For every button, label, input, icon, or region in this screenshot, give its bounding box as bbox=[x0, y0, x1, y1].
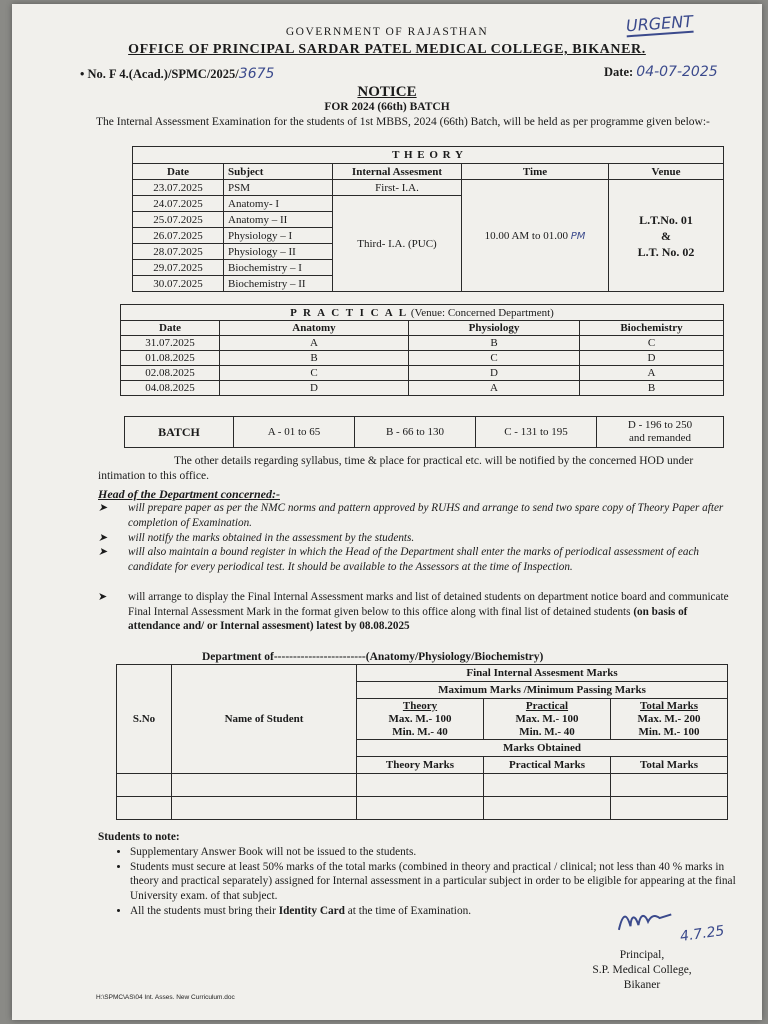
col-internal-assessment: Internal Assesment bbox=[333, 164, 462, 180]
venue-1: L.T.No. 01 bbox=[639, 212, 693, 227]
physiology-batch: A bbox=[409, 381, 580, 396]
hod-point-text: will notify the marks obtained in the assessment by the students. bbox=[128, 532, 415, 544]
table-row bbox=[121, 351, 724, 366]
col-student-name: Name of Student bbox=[172, 665, 357, 774]
table-row bbox=[117, 797, 728, 820]
hod-point-text bbox=[98, 590, 738, 634]
file-path-footer: H:\SPMC\AS\04 Int. Asses. New Curriculum.doc bbox=[96, 994, 235, 1001]
notice-date bbox=[604, 64, 718, 80]
arrow-bullet-icon: ➤ bbox=[98, 546, 108, 558]
theory-date: 30.07.2025 bbox=[133, 276, 224, 292]
marks-obtained-heading: Marks Obtained bbox=[357, 740, 728, 757]
anatomy-batch: D bbox=[220, 381, 409, 396]
total-min: Min. M.- 100 bbox=[638, 725, 700, 738]
batch-d-remanded: and remanded bbox=[629, 432, 691, 444]
hod-point-4-deadline: (on basis of attendance and/ or Internal assesment) latest by 08.08.2025 bbox=[128, 605, 688, 632]
identity-card-text: Identity Card bbox=[278, 904, 345, 917]
batch-a: A - 01 to 65 bbox=[234, 417, 355, 448]
theory-subject: PSM bbox=[224, 180, 333, 196]
table-row bbox=[117, 774, 728, 797]
principal-college: S.P. Medical College, bbox=[592, 964, 692, 976]
marks-format-table bbox=[116, 664, 728, 820]
theory-min: Min. M.- 40 bbox=[392, 725, 448, 738]
hod-point-1 bbox=[98, 501, 738, 530]
venue-and: & bbox=[661, 228, 671, 243]
arrow-bullet-icon: ➤ bbox=[98, 502, 108, 514]
theory-date: 24.07.2025 bbox=[133, 196, 224, 212]
col-date: Date bbox=[133, 164, 224, 180]
government-heading: GOVERNMENT OF RAJASTHAN bbox=[285, 26, 489, 38]
batch-d bbox=[597, 417, 724, 448]
principal-city: Bikaner bbox=[623, 979, 661, 991]
col-date: Date bbox=[121, 321, 220, 336]
ref-no-handwritten: 3675 bbox=[238, 66, 275, 82]
practical-heading: P R A C T I C A L bbox=[290, 306, 409, 319]
col-practical-marks: Practical Marks bbox=[484, 757, 611, 774]
theory-subject: Biochemistry – II bbox=[224, 276, 333, 292]
theory-table bbox=[132, 146, 724, 292]
final-marks-heading: Final Internal Assesment Marks bbox=[357, 665, 728, 682]
physiology-batch: D bbox=[409, 366, 580, 381]
hod-point-text: will prepare paper as per the NMC norms and pattern approved by RUHS and arrange to send two spare copy of Theory Paper after completion of Examination. bbox=[128, 502, 724, 529]
reference-number: • No. F 4.(Acad.)/SPMC/2025/3675 bbox=[80, 66, 275, 82]
batch-title: FOR 2024 (66th) BATCH bbox=[324, 101, 450, 113]
ref-no-label: No. F 4.(Acad.)/SPMC/2025/ bbox=[87, 67, 239, 81]
practical-max: Max. M.- 100 bbox=[515, 712, 579, 725]
practical-venue-note: (Venue: Concerned Department) bbox=[410, 306, 554, 319]
hod-point-4-text: will arrange to display the Final Internal Assessment marks and list of detained students on department notice board and communicate Final Internal Assessment Mark in the format given below to this office along with final list of detained students bbox=[128, 591, 729, 618]
notice-page bbox=[12, 4, 762, 1020]
batch-c: C - 131 to 195 bbox=[476, 417, 597, 448]
date-label: Date: bbox=[604, 65, 634, 79]
arrow-bullet-icon: ➤ bbox=[98, 591, 108, 603]
total-label: Total Marks bbox=[640, 699, 698, 712]
other-details-paragraph bbox=[98, 454, 738, 484]
biochemistry-batch: D bbox=[580, 351, 724, 366]
theory-subject: Physiology – I bbox=[224, 228, 333, 244]
hod-point-text: will also maintain a bound register in which the Head of the Department shall enter the marks of periodical assessment of each candidate for every periodical test. It should be available to the Assessors at the time of Inspection. bbox=[128, 546, 700, 573]
theory-subject: Anatomy – II bbox=[224, 212, 333, 228]
theory-subject: Biochemistry – I bbox=[224, 260, 333, 276]
batch-label: BATCH bbox=[125, 417, 234, 448]
physiology-batch: C bbox=[409, 351, 580, 366]
time-text: 10.00 AM to 01.00 bbox=[484, 229, 568, 242]
theory-date: 28.07.2025 bbox=[133, 244, 224, 260]
theory-date: 29.07.2025 bbox=[133, 260, 224, 276]
physiology-batch: B bbox=[409, 336, 580, 351]
practical-table bbox=[120, 304, 724, 396]
table-row bbox=[121, 366, 724, 381]
total-limits bbox=[611, 699, 728, 740]
batch-b: B - 66 to 130 bbox=[355, 417, 476, 448]
note-text: All the students must bring their bbox=[130, 904, 276, 917]
col-theory-marks: Theory Marks bbox=[357, 757, 484, 774]
col-time: Time bbox=[462, 164, 609, 180]
col-physiology: Physiology bbox=[409, 321, 580, 336]
date-handwritten: 04-07-2025 bbox=[636, 64, 718, 80]
theory-limits bbox=[357, 699, 484, 740]
theory-date: 23.07.2025 bbox=[133, 180, 224, 196]
practical-date: 01.08.2025 bbox=[121, 351, 220, 366]
department-line: Department of------------------------(Anatomy/Physiology/Biochemistry) bbox=[202, 651, 544, 663]
signature-date: 4.7.25 bbox=[679, 922, 726, 946]
list-item: • Students must secure at least 50% marks of the total marks (combined in theory and practical / clinical; not less than 40 % marks in theory and practical separately) assigned for Internal assessment in a particular subject in order to be eligible for appearing at the final University exam. of that subject. bbox=[130, 860, 748, 904]
theory-max: Max. M.- 100 bbox=[388, 712, 452, 725]
assessment-first: First- I.A. bbox=[333, 180, 462, 196]
total-max: Max. M.- 200 bbox=[637, 712, 701, 725]
theory-date: 26.07.2025 bbox=[133, 228, 224, 244]
principal-title: Principal, bbox=[619, 949, 665, 961]
practical-date: 04.08.2025 bbox=[121, 381, 220, 396]
table-row bbox=[121, 381, 724, 396]
urgent-handwritten: URGENT bbox=[625, 11, 694, 36]
anatomy-batch: B bbox=[220, 351, 409, 366]
biochemistry-batch: C bbox=[580, 336, 724, 351]
theory-subject: Anatomy- I bbox=[224, 196, 333, 212]
practical-date: 02.08.2025 bbox=[121, 366, 220, 381]
col-total-marks: Total Marks bbox=[611, 757, 728, 774]
students-note-heading: Students to note: bbox=[98, 831, 180, 843]
venue-cell bbox=[609, 180, 724, 292]
theory-subject: Physiology – II bbox=[224, 244, 333, 260]
hod-heading: Head of the Department concerned:- bbox=[98, 487, 280, 501]
arrow-bullet-icon: ➤ bbox=[98, 532, 108, 544]
anatomy-batch: A bbox=[220, 336, 409, 351]
hod-point-4 bbox=[98, 590, 738, 634]
intro-paragraph: The Internal Assessment Examination for the students of 1st MBBS, 2024 (66th) Batch, will be held as per programme given below:- bbox=[96, 116, 710, 128]
theory-label: Theory bbox=[402, 699, 438, 712]
notice-title: NOTICE bbox=[357, 84, 417, 100]
hod-point-3 bbox=[98, 545, 738, 574]
assessment-third: Third- I.A. (PUC) bbox=[333, 196, 462, 292]
venue-2: L.T. No. 02 bbox=[637, 244, 695, 259]
col-venue: Venue bbox=[609, 164, 724, 180]
time-cell bbox=[462, 180, 609, 292]
time-handwritten: PM bbox=[570, 230, 586, 242]
principal-block bbox=[572, 948, 712, 993]
biochemistry-batch: B bbox=[580, 381, 724, 396]
theory-heading: T H E O R Y bbox=[133, 147, 724, 164]
note-text: at the time of Examination. bbox=[347, 904, 472, 917]
col-anatomy: Anatomy bbox=[220, 321, 409, 336]
office-heading: OFFICE OF PRINCIPAL SARDAR PATEL MEDICAL COLLEGE, BIKANER. bbox=[128, 42, 646, 57]
practical-date: 31.07.2025 bbox=[121, 336, 220, 351]
col-sno: S.No bbox=[117, 665, 172, 774]
table-row bbox=[121, 336, 724, 351]
practical-min: Min. M.- 40 bbox=[519, 725, 575, 738]
batch-d-range: D - 196 to 250 bbox=[627, 419, 693, 431]
col-subject: Subject bbox=[224, 164, 333, 180]
practical-label: Practical bbox=[525, 699, 569, 712]
anatomy-batch: C bbox=[220, 366, 409, 381]
col-biochemistry: Biochemistry bbox=[580, 321, 724, 336]
list-item: • Supplementary Answer Book will not be issued to the students. bbox=[130, 845, 748, 860]
table-row bbox=[125, 417, 724, 448]
batch-table bbox=[124, 416, 724, 448]
theory-date: 25.07.2025 bbox=[133, 212, 224, 228]
max-min-heading: Maximum Marks /Minimum Passing Marks bbox=[357, 682, 728, 699]
hod-point-2 bbox=[98, 531, 738, 546]
table-row bbox=[133, 180, 724, 196]
biochemistry-batch: A bbox=[580, 366, 724, 381]
practical-heading-cell bbox=[121, 305, 724, 321]
practical-limits bbox=[484, 699, 611, 740]
other-details-text: The other details regarding syllabus, time & place for practical etc. will be notified by the concerned HOD under intimation to this office. bbox=[98, 455, 694, 482]
